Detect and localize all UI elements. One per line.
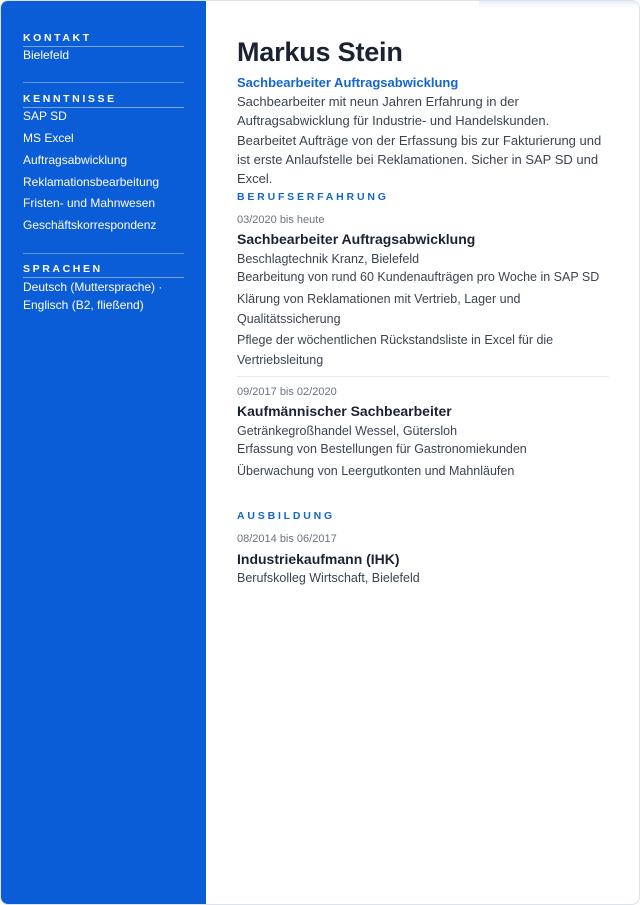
skill-item: Reklamationsbearbeitung (23, 175, 160, 189)
sidebar-divider (23, 82, 184, 83)
contact-section (23, 32, 184, 63)
skill-item: SAP SD (23, 109, 67, 123)
sidebar-divider (23, 253, 184, 254)
skill-item: Fristen- und Mahnwesen (23, 196, 156, 210)
job-dates: 03/2020 bis heute (237, 214, 325, 226)
education-title: Industriekaufmann (IHK) (237, 551, 400, 567)
skill-item: Auftragsabwicklung (23, 153, 128, 167)
sidebar (1, 1, 206, 905)
job-title: Kaufmännischer Sachbearbeiter (237, 403, 452, 419)
education-school: Berufskolleg Wirtschaft, Bielefeld (237, 571, 420, 585)
skills-heading: KENNTNISSE (23, 93, 184, 108)
job-headline: Sachbearbeiter Auftragsabwicklung (237, 75, 459, 90)
job-bullet: Klärung von Reklamationen mit Vertrieb, Lager und Qualitätssicherung (237, 292, 521, 326)
job-bullet: Bearbeitung von rund 60 Kundenaufträgen pro Woche in SAP SD (237, 270, 600, 284)
page-edge-shadow (479, 1, 639, 7)
education-dates: 08/2014 bis 06/2017 (237, 533, 337, 545)
languages-heading: SPRACHEN (23, 263, 184, 278)
language-line: Englisch (B2, fließend) (23, 298, 144, 312)
job-bullet: Pflege der wöchentlichen Rückstandsliste in Excel für die Vertriebsleitung (237, 333, 554, 367)
person-name: Markus Stein (237, 37, 403, 67)
skill-item: Geschäftskorrespondenz (23, 218, 157, 232)
job-dates: 09/2017 bis 02/2020 (237, 386, 337, 398)
job-bullet: Erfassung von Bestellungen für Gastronomiekunden (237, 442, 527, 456)
skill-item: MS Excel (23, 131, 74, 145)
contact-city: Bielefeld (23, 48, 70, 62)
languages-section (23, 263, 184, 313)
education-heading: AUSBILDUNG (237, 510, 335, 522)
skills-section (23, 93, 184, 232)
job-bullet: Überwachung von Leergutkonten und Mahnläufen (237, 464, 515, 478)
job-title: Sachbearbeiter Auftragsabwicklung (237, 231, 476, 247)
job-divider (237, 376, 609, 377)
job-company: Beschlagtechnik Kranz, Bielefeld (237, 252, 420, 266)
job-company: Getränkegroßhandel Wessel, Gütersloh (237, 424, 458, 438)
experience-heading: BERUFSERFAHRUNG (237, 191, 389, 203)
profile-summary: Sachbearbeiter mit neun Jahren Erfahrung in der Auftragsabwicklung für Industrie- und Handelskunden. Bearbeitet Aufträge von der Erfassung bis zur Fakturierung und ist erste Anlaufstelle bei Reklamationen. Sicher in SAP SD und Excel. (237, 94, 602, 187)
contact-heading: KONTAKT (23, 32, 184, 47)
language-line: Deutsch (Muttersprache) · (23, 280, 163, 294)
